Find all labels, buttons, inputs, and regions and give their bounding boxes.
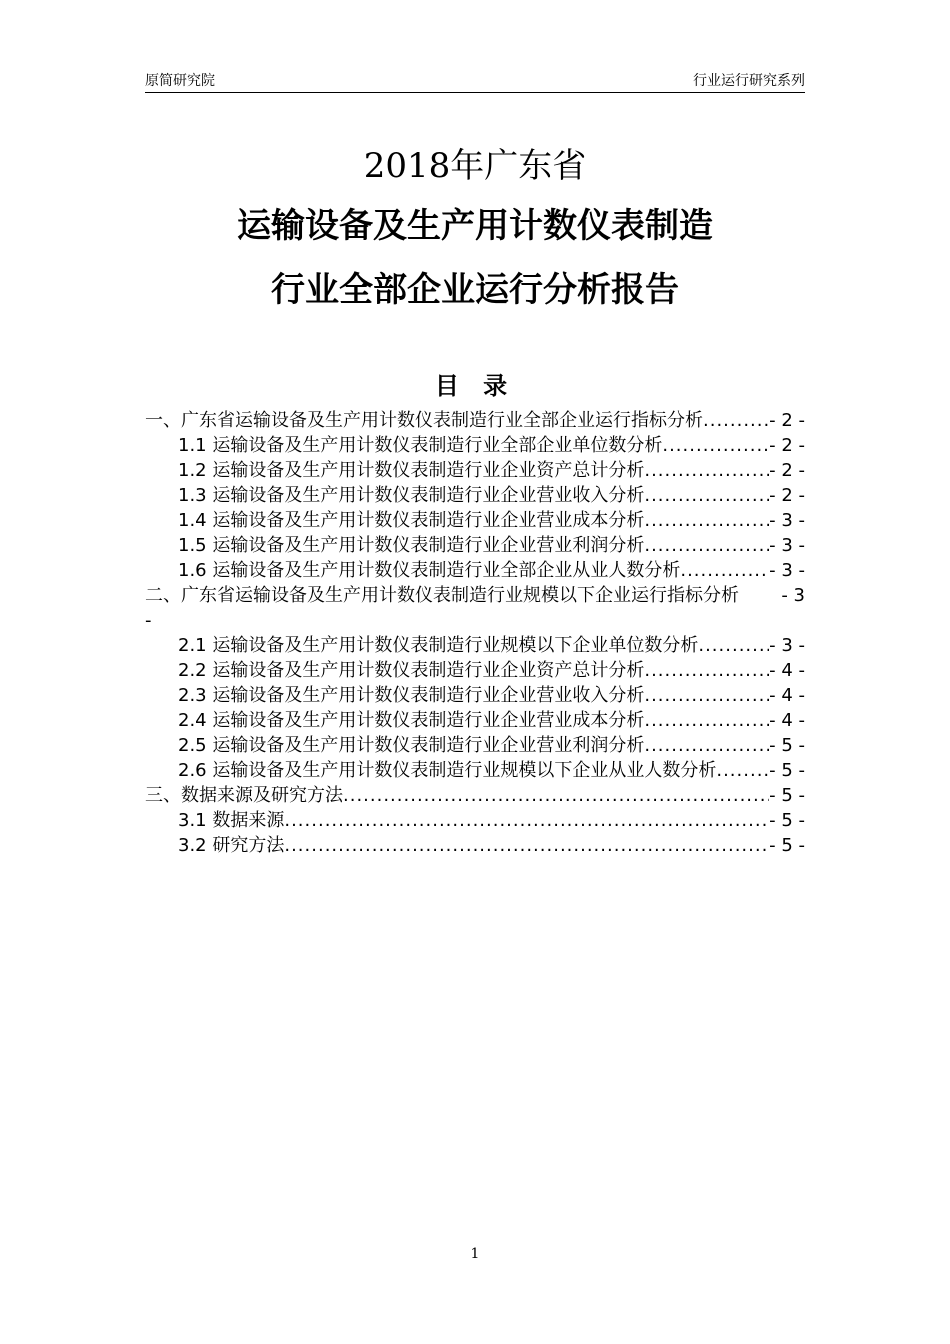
toc-entry-page: - 3 - — [769, 535, 805, 556]
dot-leader — [644, 533, 769, 558]
toc-entry[interactable] — [145, 683, 805, 708]
toc-entry[interactable] — [145, 783, 805, 808]
dot-leader — [680, 558, 769, 583]
toc-entry[interactable] — [145, 583, 805, 633]
toc-entry[interactable] — [145, 758, 805, 783]
dot-leader — [703, 408, 769, 433]
dot-leader — [644, 508, 769, 533]
toc-entry-title: 2.6 运输设备及生产用计数仪表制造行业规模以下企业从业人数分析 — [178, 760, 717, 781]
toc-entry-page: - 2 - — [769, 410, 805, 431]
title-industry: 运输设备及生产用计数仪表制造 — [237, 206, 713, 246]
dot-leader — [644, 458, 769, 483]
toc-entry-title: 2.1 运输设备及生产用计数仪表制造行业规模以下企业单位数分析 — [178, 635, 699, 656]
toc-entry-title: 1.6 运输设备及生产用计数仪表制造行业全部企业从业人数分析 — [178, 560, 681, 581]
toc-entry-title: 3.2 研究方法 — [178, 835, 285, 856]
dot-leader — [644, 708, 769, 733]
toc-entry-page: - 4 - — [769, 660, 805, 681]
toc-entry[interactable] — [145, 483, 805, 508]
title-report: 行业全部企业运行分析报告 — [271, 270, 679, 310]
toc-entry-page: - 4 - — [769, 685, 805, 706]
toc-entry-page: - 3 - — [769, 635, 805, 656]
toc-entry-page: - 3 - — [769, 510, 805, 531]
toc-entry-page: - 2 - — [769, 485, 805, 506]
dot-leader — [284, 833, 769, 858]
toc-entry-page: - 2 - — [769, 460, 805, 481]
dot-leader — [644, 683, 769, 708]
toc-entry-page: - 5 - — [769, 835, 805, 856]
toc-entry-page: - 5 - — [769, 785, 805, 806]
toc-entry-page: - 3 — [781, 585, 805, 606]
toc-entry[interactable] — [145, 833, 805, 858]
header-series: 行业运行研究系列 — [693, 73, 805, 89]
toc-entry-title: 1.4 运输设备及生产用计数仪表制造行业企业营业成本分析 — [178, 510, 645, 531]
dot-leader — [343, 783, 769, 808]
toc-entry-title: 2.4 运输设备及生产用计数仪表制造行业企业营业成本分析 — [178, 710, 645, 731]
header-org: 原简研究院 — [145, 73, 215, 89]
page-header — [145, 66, 805, 93]
toc-entry-page: - 2 - — [769, 435, 805, 456]
dot-leader — [644, 733, 769, 758]
toc-entry-title: 1.3 运输设备及生产用计数仪表制造行业企业营业收入分析 — [178, 485, 645, 506]
dot-leader — [662, 433, 769, 458]
toc-entry-title: 三、数据来源及研究方法 — [145, 785, 343, 806]
page-number: 1 — [470, 1246, 480, 1262]
toc-entry[interactable] — [145, 658, 805, 683]
toc-entry-title: 3.1 数据来源 — [178, 810, 285, 831]
toc-entry[interactable] — [145, 508, 805, 533]
toc-heading: 目 录 — [434, 372, 516, 400]
toc-entry-title: 2.5 运输设备及生产用计数仪表制造行业企业营业利润分析 — [178, 735, 645, 756]
toc-entry[interactable] — [145, 708, 805, 733]
toc-entry-page: - 5 - — [769, 760, 805, 781]
toc-entry-title: 一、广东省运输设备及生产用计数仪表制造行业全部企业运行指标分析 — [145, 410, 703, 431]
toc-entry-page: - 3 - — [769, 560, 805, 581]
toc-entry-title: 1.5 运输设备及生产用计数仪表制造行业企业营业利润分析 — [178, 535, 645, 556]
toc-entry[interactable] — [145, 733, 805, 758]
dot-leader — [644, 483, 769, 508]
dot-leader — [698, 633, 769, 658]
title-year-region: 2018年广东省 — [363, 146, 587, 186]
toc-entry[interactable] — [145, 633, 805, 658]
toc-entry-title: 二、广东省运输设备及生产用计数仪表制造行业规模以下企业运行指标分析 — [145, 585, 739, 606]
toc-entry-title: 1.1 运输设备及生产用计数仪表制造行业全部企业单位数分析 — [178, 435, 663, 456]
toc-entry-page: - 5 - — [769, 810, 805, 831]
toc-entry-title: 2.2 运输设备及生产用计数仪表制造行业企业资产总计分析 — [178, 660, 645, 681]
toc-entry-title: 1.2 运输设备及生产用计数仪表制造行业企业资产总计分析 — [178, 460, 645, 481]
toc-entry-page: - 4 - — [769, 710, 805, 731]
dot-leader — [644, 658, 769, 683]
toc-entry[interactable] — [145, 408, 805, 433]
toc-entry-page-continued: - — [145, 610, 152, 631]
toc-entry[interactable] — [145, 558, 805, 583]
toc-entry[interactable] — [145, 533, 805, 558]
toc-entry[interactable] — [145, 458, 805, 483]
dot-leader — [716, 758, 769, 783]
dot-leader — [284, 808, 769, 833]
table-of-contents — [145, 408, 805, 858]
toc-entry-title: 2.3 运输设备及生产用计数仪表制造行业企业营业收入分析 — [178, 685, 645, 706]
toc-entry[interactable] — [145, 808, 805, 833]
toc-entry-page: - 5 - — [769, 735, 805, 756]
toc-entry[interactable] — [145, 433, 805, 458]
